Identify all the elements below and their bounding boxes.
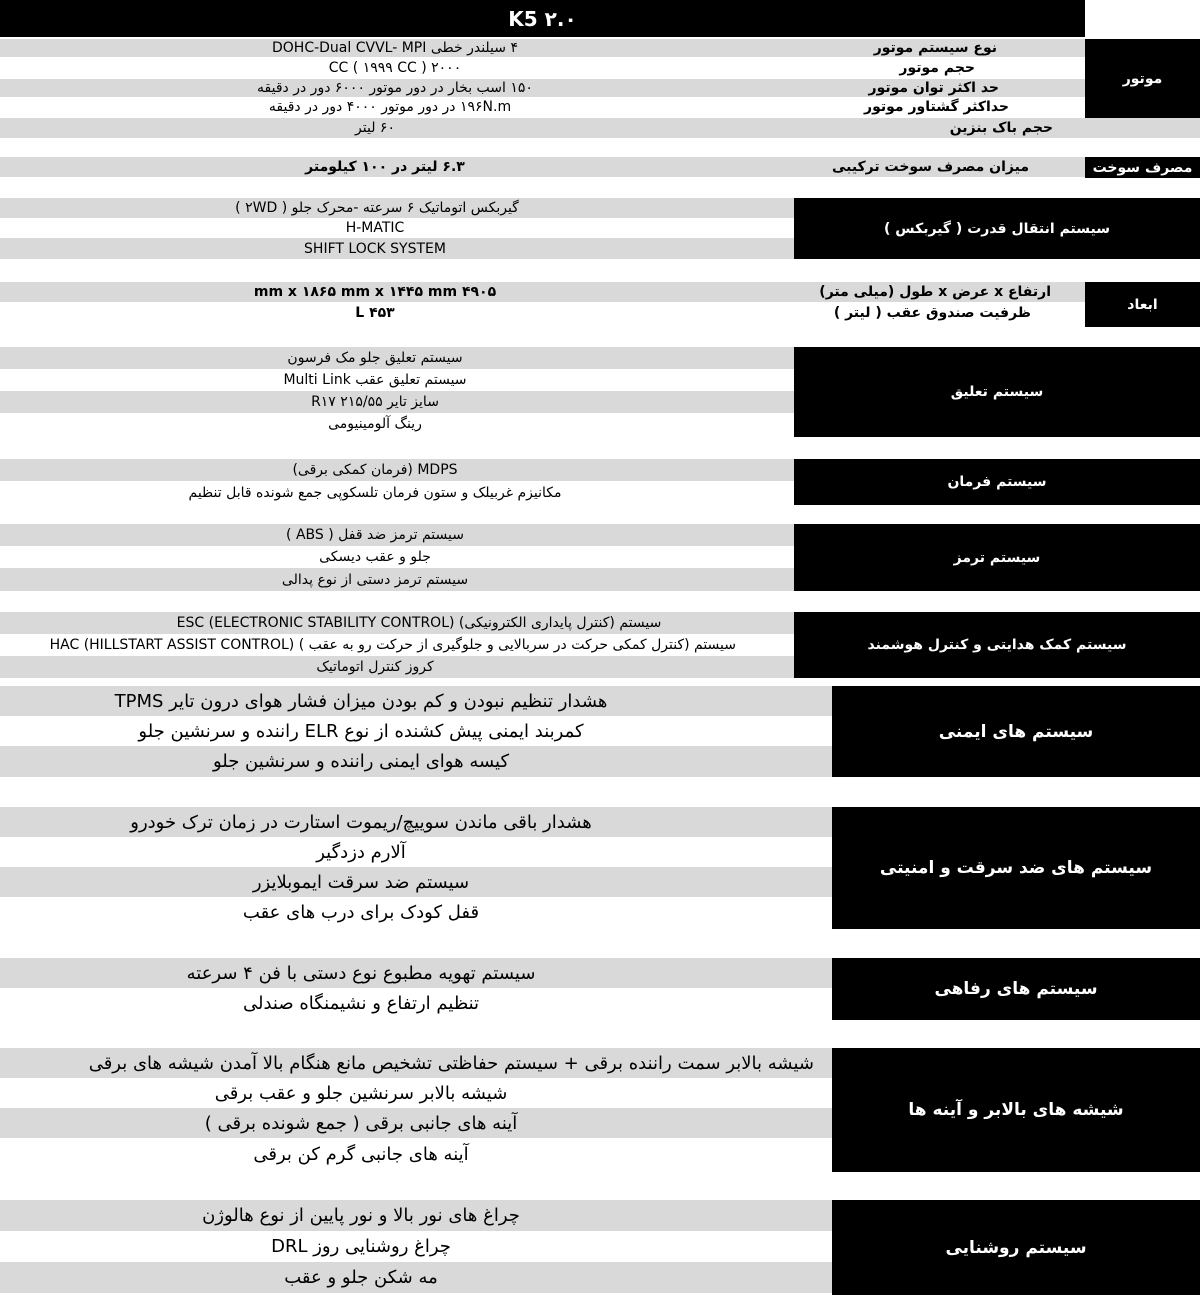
lighting-item-2: [0, 1231, 832, 1262]
engine-label-4: حداکثر گشتاور موتور: [864, 99, 1009, 115]
gearbox-item-1-text: گیربکس اتوماتیک ۶ سرعته -محرک جلو ( ۲WD ): [235, 200, 519, 216]
steering-item-1: [0, 459, 794, 481]
fuel-label: میزان مصرف سوخت ترکیبی: [831, 159, 1029, 175]
fuel-value: ۶.۳ لیتر در ۱۰۰ کیلومتر: [305, 159, 465, 175]
lighting-header-text: سیستم روشنایی: [945, 1237, 1087, 1258]
lighting-item-1: [0, 1200, 832, 1231]
windows-item-1: [0, 1048, 832, 1078]
assist-item-2: [0, 634, 794, 656]
lighting-header: [832, 1200, 1200, 1295]
engine-row-2: [0, 59, 1085, 77]
suspension-header-text: سیستم تعلیق: [950, 384, 1044, 400]
suspension-item-3-text: سایز تایر ۲۱۵/۵۵ R۱۷: [311, 394, 439, 410]
engine-value-3: ۱۵۰ اسب بخار در دور موتور ۶۰۰۰ دور در دقیقه: [257, 80, 533, 96]
dimensions-value-1: ۴۹۰۵ mm x ۱۸۶۵ mm x ۱۴۴۵ mm: [253, 284, 497, 300]
suspension-item-1: [0, 347, 794, 369]
security-item-3: [0, 867, 832, 897]
brakes-header-text: سیستم ترمز: [953, 549, 1041, 566]
engine-row-5: [0, 118, 1200, 138]
safety-item-1-text: هشدار تنظیم نبودن و کم بودن میزان فشار هوای درون تایر TPMS: [114, 690, 608, 712]
suspension-item-4: [0, 413, 794, 435]
steering-header: [794, 459, 1200, 505]
dimensions-row-2: [0, 303, 1085, 323]
windows-header-text: شیشه های بالابر و آینه ها: [908, 1100, 1124, 1120]
safety-item-1: [0, 686, 832, 716]
security-item-2: [0, 837, 832, 867]
assist-header-text: سیستم کمک هدایتی و کنترل هوشمند: [867, 637, 1127, 653]
fuel-header: [1085, 157, 1200, 178]
suspension-item-2-text: سیستم تعلیق عقب Multi Link: [283, 372, 467, 388]
brakes-item-1-text: سیستم ترمز ضد قفل ( ABS ): [286, 527, 464, 543]
gearbox-header: [794, 198, 1200, 259]
safety-item-3-text: کیسه هوای ایمنی راننده و سرنشین جلو: [212, 751, 510, 772]
dimensions-header: [1085, 282, 1200, 327]
lighting-item-3-text: مه شکن جلو و عقب: [284, 1267, 438, 1288]
dimensions-label-2: ظرفیت صندوق عقب ( لیتر ): [833, 305, 1031, 321]
brakes-item-1: [0, 524, 794, 546]
windows-header: [832, 1048, 1200, 1172]
brakes-item-2: [0, 546, 794, 568]
engine-value-5: ۶۰ لیتر: [355, 120, 395, 136]
engine-label-1: نوع سیستم موتور: [873, 40, 997, 56]
engine-value-2: ۲۰۰۰ CC ( ۱۹۹۹ CC ): [328, 60, 462, 76]
security-header-text: سیستم های ضد سرقت و امنیتی: [879, 858, 1153, 878]
lighting-item-2-text: چراغ روشنایی روز DRL: [271, 1236, 451, 1257]
suspension-header: [794, 347, 1200, 437]
dimensions-label-1: ارتفاع x عرض x طول (میلی متر): [819, 284, 1051, 300]
engine-header-text: موتور: [1122, 70, 1163, 87]
engine-label-5: حجم باک بنزین: [949, 120, 1053, 136]
dimensions-value-2: ۴۵۳ L: [355, 305, 395, 321]
dimensions-row-1: [0, 282, 1085, 302]
security-item-1-text: هشدار باقی ماندن سوییچ/ریموت استارت در زمان ترک خودرو: [130, 811, 592, 833]
steering-item-2-text: مکانیزم غربیلک و ستون فرمان تلسکوپی جمع شونده قابل تنظیم: [188, 485, 562, 501]
steering-item-2: [0, 481, 794, 505]
assist-item-1: [0, 612, 794, 634]
dimensions-header-text: ابعاد: [1127, 296, 1158, 313]
brakes-item-3-text: سیستم ترمز دستی از نوع پدالی: [281, 571, 469, 588]
engine-value-1: ۴ سیلندر خطی DOHC-Dual CVVL- MPI: [272, 40, 518, 56]
safety-header: [832, 686, 1200, 777]
page-title-bar: [0, 0, 1085, 37]
gearbox-item-2-text: H-MATIC: [345, 220, 405, 236]
steering-header-text: سیستم فرمان: [947, 474, 1047, 490]
brakes-header: [794, 524, 1200, 591]
security-header: [832, 807, 1200, 929]
windows-item-3: [0, 1108, 832, 1138]
engine-row-3: [0, 79, 1085, 97]
engine-header: [1085, 39, 1200, 118]
assist-item-2-text: سیستم (کنترل کمکی حرکت در سربالایی و جلوگیری از حرکت رو به عقب ) HAC (HILLSTART ASSIST CONTROL): [49, 637, 736, 653]
security-item-3-text: سیستم ضد سرقت ایموبلایزر: [252, 871, 470, 893]
suspension-item-4-text: رینگ آلومینیومی: [328, 416, 422, 432]
suspension-item-3: [0, 391, 794, 413]
lighting-item-1-text: چراغ های نور بالا و نور پایین از نوع هالوژن: [202, 1205, 520, 1226]
brakes-item-3: [0, 568, 794, 591]
security-item-2-text: آلارم دزدگیر: [316, 841, 406, 863]
lighting-item-3: [0, 1262, 832, 1293]
steering-item-1-text: MDPS (فرمان کمکی برقی): [292, 462, 458, 478]
comfort-header: [832, 958, 1200, 1020]
safety-item-3: [0, 746, 832, 777]
windows-item-4-text: آینه های جانبی گرم کن برقی: [253, 1143, 469, 1165]
gearbox-item-1: [0, 198, 794, 218]
assist-item-3-text: کروز کنترل اتوماتیک: [316, 659, 434, 675]
page-title: K5 ۲.۰: [508, 6, 577, 31]
gearbox-header-text: سیستم انتقال قدرت ( گیربکس ): [884, 220, 1110, 237]
engine-row-1: [0, 39, 1085, 57]
assist-header: [794, 612, 1200, 678]
engine-label-2: حجم موتور: [899, 60, 975, 76]
assist-item-3: [0, 656, 794, 678]
engine-value-4: ۱۹۶N.m در دور موتور ۴۰۰۰ دور در دقیقه: [268, 99, 512, 115]
gearbox-item-2: [0, 218, 750, 238]
security-item-4-text: قفل کودک برای درب های عقب: [242, 901, 480, 923]
security-item-4: [0, 897, 832, 927]
windows-item-2-text: شیشه بالابر سرنشین جلو و عقب برقی: [214, 1082, 508, 1104]
comfort-item-2-text: تنظیم ارتفاع و نشیمنگاه صندلی: [242, 992, 480, 1014]
fuel-row: [0, 157, 1085, 177]
safety-header-text: سیستم های ایمنی: [938, 721, 1094, 742]
fuel-header-text: مصرف سوخت: [1092, 159, 1193, 176]
windows-item-2: [0, 1078, 832, 1108]
engine-row-4: [0, 98, 1085, 116]
assist-item-1-text: سیستم (کنترل پایداری الکترونیکی) ESC (ELECTRONIC STABILITY CONTROL): [176, 615, 662, 631]
gearbox-item-3: [0, 238, 794, 259]
safety-item-2: [0, 716, 832, 746]
comfort-item-1: [0, 958, 832, 988]
security-item-1: [0, 807, 832, 837]
comfort-header-text: سیستم های رفاهی: [934, 979, 1098, 999]
gearbox-item-3-text: SHIFT LOCK SYSTEM: [304, 240, 446, 257]
suspension-item-1-text: سیستم تعلیق جلو مک فرسون: [287, 350, 463, 366]
brakes-item-2-text: جلو و عقب دیسکی: [319, 549, 431, 565]
windows-item-4: [0, 1138, 832, 1170]
suspension-item-2: [0, 369, 794, 391]
safety-item-2-text: کمربند ایمنی پیش کشنده از نوع ELR راننده و سرنشین جلو: [138, 720, 584, 742]
windows-item-1-text: شیشه بالابر سمت راننده برقی + سیستم حفاظتی تشخیص مانع هنگام بالا آمدن شیشه های برقی: [88, 1052, 814, 1074]
comfort-item-2: [0, 988, 832, 1018]
engine-label-3: حد اکثر توان موتور: [868, 80, 999, 96]
comfort-item-1-text: سیستم تهویه مطبوع نوع دستی با فن ۴ سرعته: [186, 962, 536, 984]
windows-item-3-text: آینه های جانبی برقی ( جمع شونده برقی ): [204, 1112, 518, 1134]
